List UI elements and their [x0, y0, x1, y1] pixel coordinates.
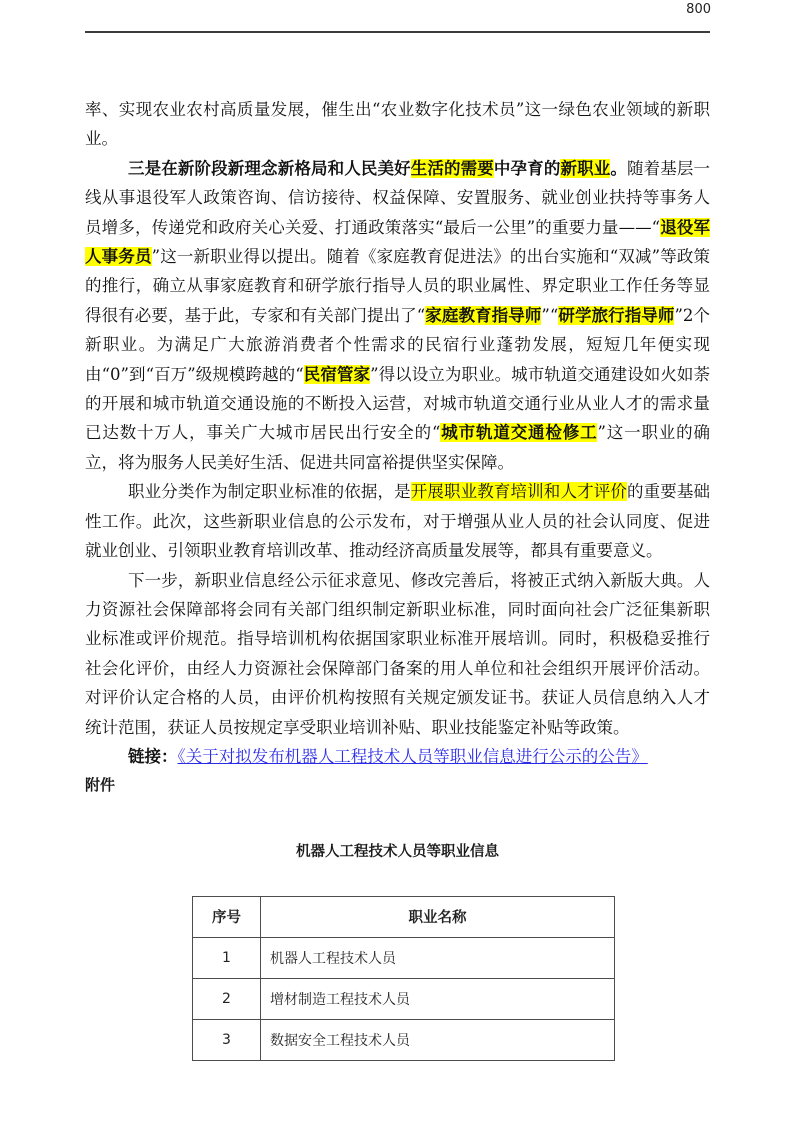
table-row [193, 937, 615, 978]
table-header-cell: 序号 [193, 896, 261, 937]
announcement-link[interactable]: 《关于对拟发布机器人工程技术人员等职业信息进行公示的公告》 [177, 746, 648, 766]
highlighted-text: 城市轨道交通检修工 [440, 423, 598, 443]
table-header-cell: 职业名称 [261, 896, 615, 937]
para-classification [85, 477, 710, 565]
highlighted-text: 家庭教育指导师 [425, 305, 542, 325]
row-number-cell: 1 [193, 937, 261, 978]
occupations-table [192, 896, 615, 1061]
attachment-label: 附件 [85, 776, 116, 795]
article-body [85, 95, 710, 771]
occupation-name-cell: 增材制造工程技术人员 [261, 978, 615, 1019]
para-next-step [85, 566, 710, 742]
table-row [193, 978, 615, 1019]
row-number-cell: 2 [193, 978, 261, 1019]
text-run: 下一步，新职业信息经公示征求意见、修改完善后，将被正式纳入新版大典。人力资源社会保障部将会同有关部门组织制定新职业标准，同时面向社会广泛征集新职业标准或评价规范。指导培训机构依据国家职业标准开展培训。同时，积极稳妥推行社会化评价，由经人力资源社会保障部门备案的用人单位和社会组织开展评价活动。对评价认定合格的人员，由评价机构按照有关规定颁发证书。获证人员信息纳入人才统计范围，获证人员按规定享受职业培训补贴、职业技能鉴定补贴等政策。 [85, 570, 710, 737]
text-run: 随着基层一线从事退役军人政策咨询、信访接待、权益保障、安置服务、就业创业扶持等事务人员增多，传递党和政府关心关爱、打通政策落实“最后一公里”的重要力量——“ [85, 158, 711, 237]
highlighted-text: 新职业 [560, 158, 611, 178]
highlighted-text: 生活的需要 [410, 158, 494, 178]
text-run: 链接： [128, 746, 178, 766]
para-three [85, 154, 710, 477]
table-row [193, 1019, 615, 1060]
occupation-name-cell: 数据安全工程技术人员 [261, 1019, 615, 1060]
highlighted-text: 民宿管家 [303, 364, 371, 384]
highlighted-text: 退役军人事务员 [85, 217, 711, 267]
text-run: ”“ [541, 305, 559, 325]
highlighted-text: 研学旅行指导师 [558, 305, 675, 325]
page-number: 800 [686, 2, 711, 17]
occupation-name-cell: 机器人工程技术人员 [261, 937, 615, 978]
text-run: 职业分类作为制定职业标准的依据，是 [128, 482, 411, 502]
text-run: 。 [610, 158, 627, 178]
text-run: ”这一职业的确立，将为服务人民美好生活、促进共同富裕提供坚实保障。 [85, 423, 711, 472]
text-run: 三是在新阶段新理念新格局和人民美好 [128, 158, 411, 178]
header-divider [85, 31, 710, 33]
text-run: ”得以设立为职业。城市轨道交通建设如火如荼的开展和城市轨道交通设施的不断投入运营，对城市轨道交通行业从业人才的需求量已达数十万人，事关广大城市居民出行安全的“ [85, 364, 711, 443]
row-number-cell: 3 [193, 1019, 261, 1060]
text-run: 率、实现农业农村高质量发展，催生出“农业数字化技术员”这一绿色农业领域的新职业。 [85, 100, 710, 149]
text-run: 的重要基础性工作。此次，这些新职业信息的公示发布，对于增强从业人员的社会认同度、促进就业创业、引领职业教育培训改革、推动经济高质量发展等，都具有重要意义。 [85, 482, 711, 561]
table-header-row [193, 896, 615, 937]
table-title: 机器人工程技术人员等职业信息 [296, 843, 499, 860]
document-content [85, 95, 710, 1061]
para-continuation [85, 95, 710, 154]
text-run: 中孕育的 [493, 158, 561, 178]
para-link [85, 742, 710, 771]
highlighted-text: 开展职业教育培训和人才评价 [410, 482, 627, 502]
text-run: ”这一新职业得以提出。随着《家庭教育促进法》的出台实施和“双减”等政策的推行，确立从事家庭教育和研学旅行指导人员的职业属性、界定职业工作任务等显得很有必要，基于此，专家和有关部门提出了“ [85, 247, 711, 325]
text-run: ”2个新职业。为满足广大旅游消费者个性需求的民宿行业蓬勃发展，短短几年便实现由“0”到“百万”级规模跨越的“ [85, 305, 711, 384]
